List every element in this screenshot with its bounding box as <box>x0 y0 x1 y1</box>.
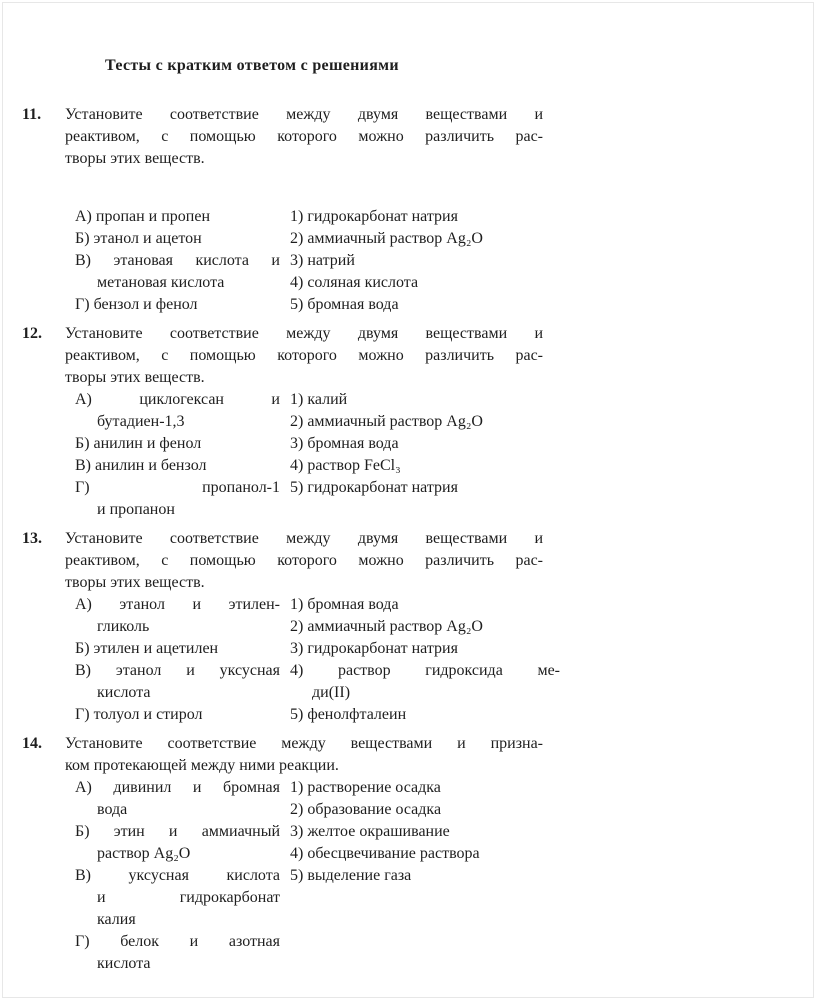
option-item-1: 1) калий <box>290 391 348 408</box>
option-item-3: 3) натрий <box>290 252 355 269</box>
option-item-4: 4) обесцвечивание раствора <box>290 845 480 862</box>
option-item-a: А) дивинил и бромная вода <box>75 779 280 818</box>
options-left-column <box>75 206 280 316</box>
option-item-a: А) циклогексан и бутадиен-1,3 <box>75 391 280 430</box>
option-item-b: Б) этилен и ацетилен <box>75 640 219 657</box>
option-item-a: А) этанол и этилен- гликоль <box>75 596 280 635</box>
options-right-column <box>290 206 560 316</box>
question-prompt: Установите соответствие между двумя веществами и реактивом, с помощью которого можно различить рас- творы этих веществ. <box>65 325 543 386</box>
option-item-a: А) пропан и пропен <box>75 208 211 225</box>
option-item-1: 1) гидрокарбонат натрия <box>290 208 458 225</box>
options-left-column <box>75 594 280 726</box>
option-item-2: 2) аммиачный раствор Ag₂O <box>290 230 483 247</box>
option-item-1: 1) растворение осадка <box>290 779 441 796</box>
option-item-4: 4) раствор гидроксида ме- ди(II) <box>290 662 560 701</box>
option-item-g: Г) пропанол-1 и пропанон <box>75 479 280 518</box>
option-item-g: Г) белок и азотная кислота <box>75 933 280 972</box>
option-item-2: 2) аммиачный раствор Ag₂O <box>290 618 483 635</box>
options-right-column <box>290 389 560 521</box>
option-item-v: В) уксусная кислота и гидрокарбонат калия <box>75 867 280 928</box>
option-item-3: 3) желтое окрашивание <box>290 823 450 840</box>
question-prompt: Установите соответствие между двумя веществами и реактивом, с помощью которого можно различить рас- творы этих веществ. <box>65 530 543 591</box>
matching-options <box>75 777 816 975</box>
option-item-v: В) анилин и бензол <box>75 457 207 474</box>
option-item-2: 2) образование осадка <box>290 801 442 818</box>
options-left-column <box>75 389 280 521</box>
question-14 <box>0 733 816 975</box>
option-item-v: В) этановая кислота и метановая кислота <box>75 252 280 291</box>
option-item-5: 5) выделение газа <box>290 867 412 884</box>
question-11 <box>0 104 816 316</box>
question-13 <box>0 528 816 726</box>
option-item-b: Б) анилин и фенол <box>75 435 202 452</box>
option-item-v: В) этанол и уксусная кислота <box>75 662 280 701</box>
option-item-4: 4) соляная кислота <box>290 274 419 291</box>
question-number: 12. <box>22 325 42 342</box>
question-prompt: Установите соответствие между веществами и призна- ком протекающей между ними реакции. <box>65 735 543 774</box>
matching-options <box>75 594 816 726</box>
options-right-column <box>290 594 560 726</box>
option-item-1: 1) бромная вода <box>290 596 399 613</box>
option-item-3: 3) гидрокарбонат натрия <box>290 640 458 657</box>
options-left-column <box>75 777 280 975</box>
option-item-b: Б) этин и аммиачный раствор Ag₂O <box>75 823 280 862</box>
question-number: 13. <box>22 530 42 547</box>
question-number: 11. <box>22 106 42 123</box>
question-prompt: Установите соответствие между двумя веществами и реактивом, с помощью которого можно различить рас- творы этих веществ. <box>65 106 543 167</box>
option-item-g: Г) бензол и фенол <box>75 296 198 313</box>
option-item-5: 5) гидрокарбонат натрия <box>290 479 458 496</box>
option-item-b: Б) этанол и ацетон <box>75 230 202 247</box>
doc-title: Тесты с кратким ответом с решениями <box>105 57 399 74</box>
option-item-2: 2) аммиачный раствор Ag₂O <box>290 413 483 430</box>
option-item-3: 3) бромная вода <box>290 435 399 452</box>
question-number: 14. <box>22 735 42 752</box>
question-12 <box>0 323 816 521</box>
option-item-g: Г) толуол и стирол <box>75 706 203 723</box>
option-item-5: 5) бромная вода <box>290 296 399 313</box>
options-right-column <box>290 777 560 975</box>
option-item-5: 5) фенолфталеин <box>290 706 407 723</box>
matching-options <box>75 389 816 521</box>
option-item-4: 4) раствор FeCl₃ <box>290 457 401 474</box>
matching-options <box>75 206 816 316</box>
